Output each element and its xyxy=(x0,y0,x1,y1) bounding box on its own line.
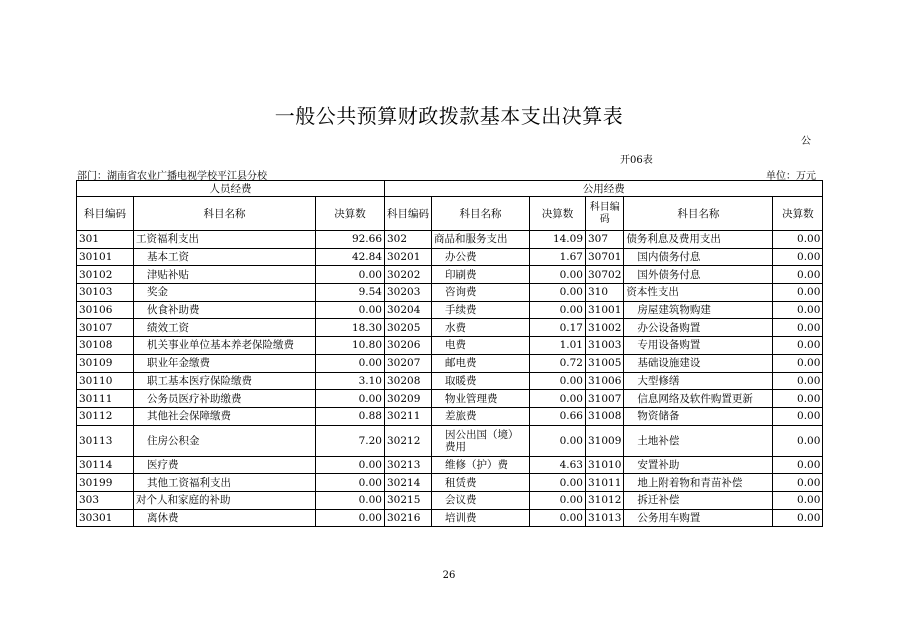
cell-code-2: 30203 xyxy=(385,284,432,302)
cell-name-2: 物业管理费 xyxy=(432,390,530,408)
cell-code-3: 31013 xyxy=(586,509,624,527)
cell-name-1: 基本工资 xyxy=(134,248,316,266)
cell-code-2: 30201 xyxy=(385,248,432,266)
header-name-3: 科目名称 xyxy=(624,197,773,231)
cell-amount-2: 0.66 xyxy=(530,407,586,425)
cell-name-2: 水费 xyxy=(432,319,530,337)
cell-code-1: 30103 xyxy=(77,284,134,302)
cell-name-2: 手续费 xyxy=(432,301,530,319)
table-row xyxy=(77,337,823,355)
table-row xyxy=(77,390,823,408)
cell-name-3: 资本性支出 xyxy=(624,284,773,302)
cell-name-2: 印刷费 xyxy=(432,266,530,284)
cell-name-3: 信息网络及软件购置更新 xyxy=(624,390,773,408)
cell-name-2: 取暖费 xyxy=(432,372,530,390)
cell-amount-2: 4.63 xyxy=(530,456,586,474)
table-row xyxy=(77,474,823,492)
cell-amount-2: 0.72 xyxy=(530,354,586,372)
cell-code-1: 30106 xyxy=(77,301,134,319)
cell-name-1: 其他社会保障缴费 xyxy=(134,407,316,425)
cell-code-2: 30213 xyxy=(385,456,432,474)
cell-amount-2: 0.00 xyxy=(530,372,586,390)
cell-amount-1: 92.66 xyxy=(316,231,385,249)
cell-amount-1: 0.00 xyxy=(316,301,385,319)
cell-name-1: 津贴补贴 xyxy=(134,266,316,284)
cell-name-3: 土地补偿 xyxy=(624,425,773,456)
table-row xyxy=(77,407,823,425)
table-row xyxy=(77,284,823,302)
cell-name-1: 职业年金缴费 xyxy=(134,354,316,372)
cell-name-2: 培训费 xyxy=(432,509,530,527)
cell-code-3: 31010 xyxy=(586,456,624,474)
cell-amount-2: 1.67 xyxy=(530,248,586,266)
cell-amount-3: 0.00 xyxy=(773,337,823,355)
cell-amount-1: 0.00 xyxy=(316,474,385,492)
cell-code-3: 31005 xyxy=(586,354,624,372)
cell-amount-3: 0.00 xyxy=(773,231,823,249)
cell-name-2: 租赁费 xyxy=(432,474,530,492)
cell-amount-3: 0.00 xyxy=(773,372,823,390)
page-title: 一般公共预算财政拨款基本支出决算表 xyxy=(274,104,624,128)
cell-name-1: 工资福利支出 xyxy=(134,231,316,249)
header-code-3: 科目编码 xyxy=(586,197,624,231)
cell-name-3: 国外债务付息 xyxy=(624,266,773,284)
header-amount-1: 决算数 xyxy=(316,197,385,231)
table-row xyxy=(77,425,823,456)
cell-name-3: 专用设备购置 xyxy=(624,337,773,355)
cell-amount-3: 0.00 xyxy=(773,509,823,527)
cell-code-3: 30702 xyxy=(586,266,624,284)
cell-amount-2: 1.01 xyxy=(530,337,586,355)
cell-amount-2: 0.00 xyxy=(530,474,586,492)
header-code-1: 科目编码 xyxy=(77,197,134,231)
cell-name-3: 基础设施建设 xyxy=(624,354,773,372)
group-public: 公用经费 xyxy=(385,181,823,197)
cell-name-1: 住房公积金 xyxy=(134,425,316,456)
cell-amount-2: 0.00 xyxy=(530,491,586,509)
expenditure-table xyxy=(76,180,823,527)
cell-amount-1: 18.30 xyxy=(316,319,385,337)
cell-code-1: 30301 xyxy=(77,509,134,527)
cell-name-1: 对个人和家庭的补助 xyxy=(134,491,316,509)
cell-code-2: 30215 xyxy=(385,491,432,509)
header-name-1: 科目名称 xyxy=(134,197,316,231)
header-amount-2: 决算数 xyxy=(530,197,586,231)
corner-char: 公 xyxy=(801,136,811,147)
cell-name-3: 大型修缮 xyxy=(624,372,773,390)
cell-code-1: 30101 xyxy=(77,248,134,266)
cell-amount-3: 0.00 xyxy=(773,456,823,474)
cell-amount-1: 42.84 xyxy=(316,248,385,266)
cell-amount-3: 0.00 xyxy=(773,301,823,319)
cell-code-3: 31009 xyxy=(586,425,624,456)
cell-amount-3: 0.00 xyxy=(773,491,823,509)
cell-code-1: 30113 xyxy=(77,425,134,456)
table-row xyxy=(77,266,823,284)
cell-code-2: 30211 xyxy=(385,407,432,425)
cell-code-1: 30102 xyxy=(77,266,134,284)
cell-amount-3: 0.00 xyxy=(773,407,823,425)
page-number: 26 xyxy=(442,570,456,581)
table-row xyxy=(77,301,823,319)
cell-name-1: 奖金 xyxy=(134,284,316,302)
cell-code-1: 301 xyxy=(77,231,134,249)
cell-amount-1: 0.88 xyxy=(316,407,385,425)
cell-name-1: 离休费 xyxy=(134,509,316,527)
column-header-row xyxy=(77,197,823,231)
cell-amount-3: 0.00 xyxy=(773,266,823,284)
header-name-2: 科目名称 xyxy=(432,197,530,231)
cell-code-2: 30216 xyxy=(385,509,432,527)
cell-code-3: 307 xyxy=(586,231,624,249)
table-row xyxy=(77,491,823,509)
cell-amount-1: 0.00 xyxy=(316,456,385,474)
cell-code-2: 302 xyxy=(385,231,432,249)
cell-code-2: 30206 xyxy=(385,337,432,355)
cell-name-2: 咨询费 xyxy=(432,284,530,302)
cell-code-1: 30108 xyxy=(77,337,134,355)
table-row xyxy=(77,319,823,337)
cell-code-3: 30701 xyxy=(586,248,624,266)
cell-amount-1: 3.10 xyxy=(316,372,385,390)
cell-name-2: 邮电费 xyxy=(432,354,530,372)
cell-code-3: 31011 xyxy=(586,474,624,492)
cell-code-2: 30207 xyxy=(385,354,432,372)
cell-code-2: 30202 xyxy=(385,266,432,284)
cell-name-3: 办公设备购置 xyxy=(624,319,773,337)
cell-amount-2: 0.00 xyxy=(530,284,586,302)
cell-code-3: 31008 xyxy=(586,407,624,425)
cell-code-1: 30109 xyxy=(77,354,134,372)
cell-amount-1: 0.00 xyxy=(316,491,385,509)
cell-name-1: 医疗费 xyxy=(134,456,316,474)
cell-amount-1: 10.80 xyxy=(316,337,385,355)
table-row xyxy=(77,456,823,474)
cell-name-3: 拆迁补偿 xyxy=(624,491,773,509)
cell-code-3: 31007 xyxy=(586,390,624,408)
table-row xyxy=(77,354,823,372)
form-number: 开06表 xyxy=(620,155,653,166)
cell-amount-2: 0.00 xyxy=(530,266,586,284)
cell-code-1: 30107 xyxy=(77,319,134,337)
cell-code-3: 31006 xyxy=(586,372,624,390)
cell-name-2: 商品和服务支出 xyxy=(432,231,530,249)
table-row xyxy=(77,509,823,527)
cell-code-1: 30112 xyxy=(77,407,134,425)
cell-code-3: 31012 xyxy=(586,491,624,509)
cell-amount-1: 0.00 xyxy=(316,266,385,284)
cell-code-2: 30209 xyxy=(385,390,432,408)
cell-name-2: 维修（护）费 xyxy=(432,456,530,474)
cell-name-1: 机关事业单位基本养老保险缴费 xyxy=(134,337,316,355)
cell-code-1: 30199 xyxy=(77,474,134,492)
cell-name-2: 电费 xyxy=(432,337,530,355)
cell-amount-3: 0.00 xyxy=(773,284,823,302)
cell-amount-1: 0.00 xyxy=(316,509,385,527)
cell-name-3: 公务用车购置 xyxy=(624,509,773,527)
cell-name-3: 房屋建筑物购建 xyxy=(624,301,773,319)
table-row xyxy=(77,231,823,249)
cell-name-2: 办公费 xyxy=(432,248,530,266)
cell-code-3: 31003 xyxy=(586,337,624,355)
cell-code-2: 30208 xyxy=(385,372,432,390)
cell-amount-3: 0.00 xyxy=(773,390,823,408)
cell-name-2: 差旅费 xyxy=(432,407,530,425)
table-row xyxy=(77,372,823,390)
group-personnel: 人员经费 xyxy=(77,181,385,197)
cell-code-3: 310 xyxy=(586,284,624,302)
cell-code-1: 303 xyxy=(77,491,134,509)
cell-name-3: 物资储备 xyxy=(624,407,773,425)
cell-name-3: 安置补助 xyxy=(624,456,773,474)
cell-amount-3: 0.00 xyxy=(773,248,823,266)
cell-code-2: 30204 xyxy=(385,301,432,319)
cell-name-1: 伙食补助费 xyxy=(134,301,316,319)
cell-name-1: 绩效工资 xyxy=(134,319,316,337)
cell-amount-2: 0.00 xyxy=(530,301,586,319)
cell-code-2: 30205 xyxy=(385,319,432,337)
cell-code-1: 30110 xyxy=(77,372,134,390)
cell-name-2: 会议费 xyxy=(432,491,530,509)
header-amount-3: 决算数 xyxy=(773,197,823,231)
cell-amount-3: 0.00 xyxy=(773,354,823,372)
cell-code-2: 30212 xyxy=(385,425,432,456)
department-label: 部门：湖南省农业广播电视学校平江县分校 xyxy=(77,171,267,182)
cell-name-3: 地上附着物和青苗补偿 xyxy=(624,474,773,492)
cell-name-3: 国内债务付息 xyxy=(624,248,773,266)
cell-amount-3: 0.00 xyxy=(773,425,823,456)
cell-amount-2: 0.00 xyxy=(530,390,586,408)
table-row xyxy=(77,248,823,266)
cell-amount-1: 7.20 xyxy=(316,425,385,456)
cell-code-1: 30111 xyxy=(77,390,134,408)
unit-label: 单位：万元 xyxy=(766,171,816,182)
cell-amount-2: 0.17 xyxy=(530,319,586,337)
cell-amount-2: 0.00 xyxy=(530,509,586,527)
cell-amount-1: 0.00 xyxy=(316,354,385,372)
cell-name-1: 其他工资福利支出 xyxy=(134,474,316,492)
cell-amount-1: 9.54 xyxy=(316,284,385,302)
cell-name-3: 债务利息及费用支出 xyxy=(624,231,773,249)
cell-amount-1: 0.00 xyxy=(316,390,385,408)
cell-amount-3: 0.00 xyxy=(773,319,823,337)
group-header-row xyxy=(77,181,823,197)
cell-code-1: 30114 xyxy=(77,456,134,474)
cell-name-1: 公务员医疗补助缴费 xyxy=(134,390,316,408)
cell-code-3: 31001 xyxy=(586,301,624,319)
header-code-2: 科目编码 xyxy=(385,197,432,231)
cell-amount-3: 0.00 xyxy=(773,474,823,492)
cell-name-1: 职工基本医疗保险缴费 xyxy=(134,372,316,390)
cell-code-2: 30214 xyxy=(385,474,432,492)
cell-amount-2: 0.00 xyxy=(530,425,586,456)
cell-name-2: 因公出国（境）费用 xyxy=(432,425,530,456)
cell-amount-2: 14.09 xyxy=(530,231,586,249)
cell-code-3: 31002 xyxy=(586,319,624,337)
